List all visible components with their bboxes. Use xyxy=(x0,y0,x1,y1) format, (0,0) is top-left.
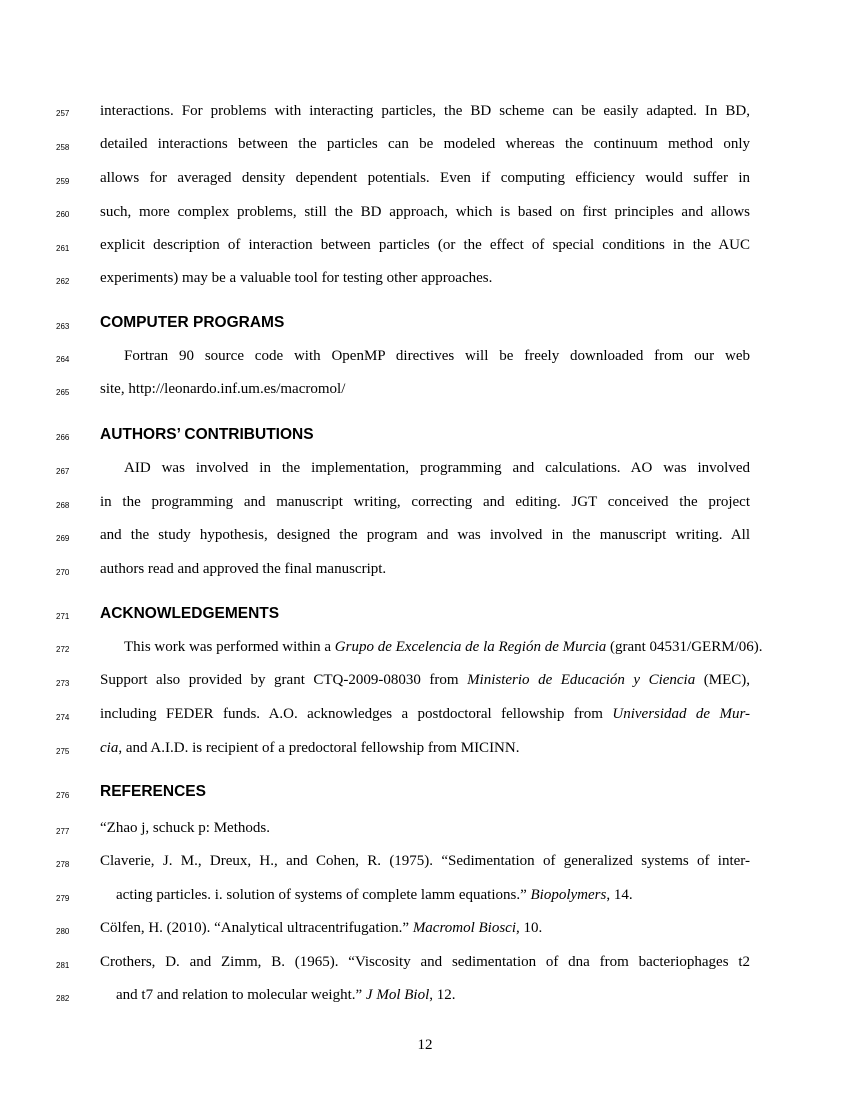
line-number: 267 xyxy=(56,467,70,476)
page-number: 12 xyxy=(417,1037,433,1053)
body-text-line: including FEDER funds. A.O. acknowledges a postdoctoral fellowship from Universidad de Mur- xyxy=(100,706,750,722)
line-number: 276 xyxy=(56,791,70,800)
reference-entry: Cölfen, H. (2010). “Analytical ultracentrifugation.” Macromol Biosci, 10. xyxy=(100,920,543,936)
line-number: 280 xyxy=(56,927,70,936)
line-number: 258 xyxy=(56,143,70,152)
reference-entry: Claverie, J. M., Dreux, H., and Cohen, R. (1975). “Sedimentation of generalized systems of inter- xyxy=(100,853,750,869)
body-text-line: This work was performed within a Grupo de Excelencia de la Región de Murcia (grant 04531/GERM/06). xyxy=(124,639,763,655)
body-text-line: site, http://leonardo.inf.um.es/macromol/ xyxy=(100,381,346,397)
italic-university-name: Universidad de Mur- xyxy=(612,706,750,722)
line-number: 273 xyxy=(56,679,70,688)
body-text-line: detailed interactions between the particles can be modeled whereas the continuum method only xyxy=(100,136,750,152)
line-number: 281 xyxy=(56,961,70,970)
line-number: 260 xyxy=(56,210,70,219)
body-text-line: allows for averaged density dependent potentials. Even if computing efficiency would suffer in xyxy=(100,170,750,186)
line-number: 274 xyxy=(56,713,70,722)
body-text-line: such, more complex problems, still the BD approach, which is based on first principles and allows xyxy=(100,204,750,220)
body-text-line: interactions. For problems with interacting particles, the BD scheme can be easily adapted. In BD, xyxy=(100,103,750,119)
body-text-line: Support also provided by grant CTQ-2009-08030 from Ministerio de Educación y Ciencia (MEC), xyxy=(100,672,750,688)
journal-name: J Mol Biol xyxy=(365,987,430,1003)
body-text-line: experiments) may be a valuable tool for testing other approaches. xyxy=(100,270,493,286)
body-text-line: explicit description of interaction between particles (or the effect of special conditions in the AUC xyxy=(100,237,750,253)
journal-name: Biopolymers xyxy=(530,887,607,903)
body-text-line: cia, and A.I.D. is recipient of a predoctoral fellowship from MICINN. xyxy=(100,740,520,756)
journal-name: Macromol Biosci xyxy=(412,920,516,936)
line-number: 263 xyxy=(56,322,70,331)
body-text-line: authors read and approved the final manuscript. xyxy=(100,561,387,577)
section-heading-authors-contributions: AUTHORS’ CONTRIBUTIONS xyxy=(100,426,314,443)
line-number: 269 xyxy=(56,534,70,543)
line-number: 265 xyxy=(56,388,70,397)
line-number: 259 xyxy=(56,177,70,186)
line-number: 272 xyxy=(56,645,70,654)
line-number: 275 xyxy=(56,747,70,756)
line-number: 271 xyxy=(56,612,70,621)
line-number: 278 xyxy=(56,860,70,869)
reference-entry: “Zhao j, schuck p: Methods. xyxy=(100,820,270,836)
line-number: 266 xyxy=(56,433,70,442)
line-number: 270 xyxy=(56,568,70,577)
line-number: 264 xyxy=(56,355,70,364)
body-text-line: and the study hypothesis, designed the program and was involved in the manuscript writing. All xyxy=(100,527,750,543)
section-heading-acknowledgements: ACKNOWLEDGEMENTS xyxy=(100,605,280,622)
reference-entry-continuation: acting particles. i. solution of systems of complete lamm equations.” Biopolymers, 14. xyxy=(116,887,633,903)
italic-grant-name: Grupo de Excelencia de la Región de Murcia xyxy=(334,639,607,655)
section-heading-computer-programs: COMPUTER PROGRAMS xyxy=(100,314,285,331)
line-number: 282 xyxy=(56,994,70,1003)
line-number: 277 xyxy=(56,827,70,836)
section-heading-references: REFERENCES xyxy=(100,783,206,800)
line-number: 261 xyxy=(56,244,70,253)
line-number: 262 xyxy=(56,277,70,286)
body-text-line: AID was involved in the implementation, programming and calculations. AO was involved xyxy=(124,460,750,476)
reference-entry-continuation: and t7 and relation to molecular weight.” J Mol Biol, 12. xyxy=(116,987,456,1003)
italic-ministry-name: Ministerio de Educación y Ciencia xyxy=(467,672,696,688)
body-text-line: Fortran 90 source code with OpenMP directives will be freely downloaded from our web xyxy=(124,348,750,364)
italic-university-name: cia xyxy=(100,740,119,756)
reference-entry: Crothers, D. and Zimm, B. (1965). “Viscosity and sedimentation of dna from bacteriophages t2 xyxy=(100,954,750,970)
body-text-line: in the programming and manuscript writing, correcting and editing. JGT conceived the project xyxy=(100,494,750,510)
line-number: 268 xyxy=(56,501,70,510)
line-number: 257 xyxy=(56,109,70,118)
line-number: 279 xyxy=(56,894,70,903)
